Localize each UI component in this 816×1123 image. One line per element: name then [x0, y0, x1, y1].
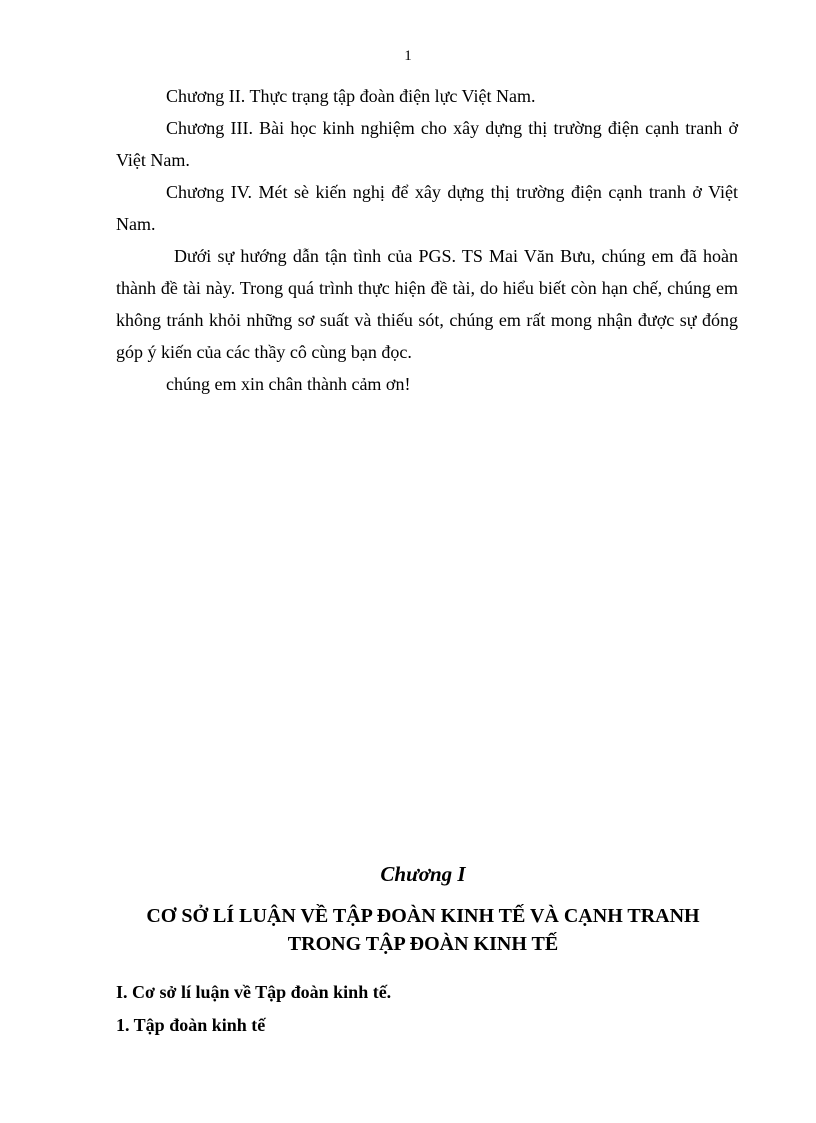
- subsection-heading: 1. Tập đoàn kinh tế: [116, 1015, 266, 1035]
- paragraph-chapter-2: Chương II. Thực trạng tập đoàn điện lực Việt Nam.: [166, 86, 536, 106]
- chapter-label: Chương I: [380, 862, 466, 886]
- paragraph-acknowledgement: Dưới sự hướng dẫn tận tình của PGS. TS Mai Văn Bưu, chúng em đã hoàn thành đề tài này. Trong quá trình thực hiện đề tài, do hiểu biết còn hạn chế, chúng em không tránh khỏi những sơ suất và thiếu sót, chúng em rất mong nhận được sự đóng góp ý kiến của các thầy cô cùng bạn đọc.: [116, 246, 738, 362]
- paragraph-chapter-4: Chương IV. Mét sè kiến nghị để xây dựng thị trường điện cạnh tranh ở Việt Nam.: [116, 182, 738, 234]
- chapter-title-line-2: TRONG TẬP ĐOÀN KINH TẾ: [287, 933, 559, 955]
- chapter-title: [0, 902, 816, 958]
- section-heading: I. Cơ sở lí luận về Tập đoàn kinh tế.: [116, 982, 392, 1002]
- body-text: [116, 80, 738, 400]
- paragraph-thanks: chúng em xin chân thành cảm ơn!: [166, 374, 411, 394]
- chapter-title-line-1: CƠ SỞ LÍ LUẬN VỀ TẬP ĐOÀN KINH TẾ VÀ CẠNH TRANH: [146, 905, 700, 927]
- paragraph-chapter-3: Chương III. Bài học kinh nghiệm cho xây dựng thị trường điện cạnh tranh ở Việt Nam.: [116, 118, 738, 170]
- page-number: 1: [404, 48, 412, 64]
